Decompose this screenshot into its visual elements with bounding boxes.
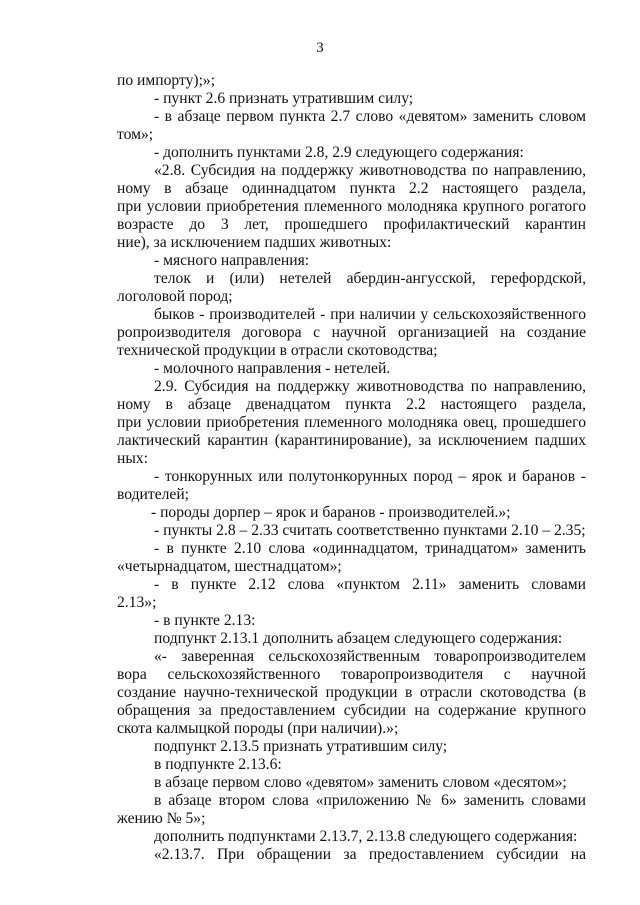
text-line: - породы дорпер – ярок и баранов - производителей.»; bbox=[151, 504, 511, 521]
text-line: создание научно-технической продукции в отрасли скотоводства (в bbox=[117, 684, 586, 701]
text-line: - в пункте 2.10 слова «одиннадцатом, тринадцатом» заменить bbox=[154, 540, 586, 557]
text-line: в абзаце первом слово «девятом» заменить словом «десятом»; bbox=[154, 774, 567, 791]
text-line: - тонкорунных или полутонкорунных пород – ярок и баранов - bbox=[154, 468, 586, 485]
text-line: «2.13.7. При обращении за предоставлением субсидии на bbox=[154, 846, 586, 863]
text-line: быков - производителей - при наличии у сельскохозяйственного bbox=[154, 306, 586, 323]
text-line: ропроизводителя договора с научной организацией на создание bbox=[117, 324, 586, 341]
text-line: в абзаце втором слова «приложению № 6» заменить словами bbox=[154, 792, 586, 809]
page-number: 3 bbox=[316, 40, 324, 56]
text-line: вора сельскохозяйственного товаропроизводителя с научной bbox=[117, 666, 586, 683]
text-line: 2.9. Субсидия на поддержку животноводства по направлению, bbox=[154, 378, 586, 395]
text-line: в подпункте 2.13.6: bbox=[154, 756, 282, 773]
text-line: - пункты 2.8 – 2.33 считать соответственно пунктами 2.10 – 2.35; bbox=[154, 522, 586, 539]
text-line: лактический карантин (карантинирование), за исключением падших bbox=[117, 432, 586, 449]
text-line: - мясного направления: bbox=[154, 252, 310, 269]
text-line: ных: bbox=[117, 450, 148, 467]
text-line: скота калмыцкой породы (при наличии).»; bbox=[117, 720, 399, 737]
text-line: ному в абзаце двенадцатом пункта 2.2 настоящего раздела, bbox=[117, 396, 586, 413]
text-line: водителей; bbox=[117, 486, 189, 503]
text-line: «2.8. Субсидия на поддержку животноводства по направлению, bbox=[154, 162, 586, 179]
text-line: - дополнить пунктами 2.8, 2.9 следующего содержания: bbox=[154, 144, 524, 161]
text-line: логоловой пород; bbox=[117, 288, 233, 305]
text-line: - молочного направления - нетелей. bbox=[154, 360, 391, 377]
text-line: - в пункте 2.13: bbox=[154, 612, 256, 629]
text-line: - в абзаце первом пункта 2.7 слово «девятом» заменить словом bbox=[154, 108, 586, 125]
text-line: - в пункте 2.12 слова «пунктом 2.11» заменить словами bbox=[154, 576, 586, 593]
text-line: по импорту);»; bbox=[117, 72, 216, 89]
text-line: жению № 5»; bbox=[117, 810, 206, 827]
text-line: «- заверенная сельскохозяйственным товаропроизводителем bbox=[154, 648, 586, 665]
text-line: дополнить подпунктами 2.13.7, 2.13.8 следующего содержания: bbox=[154, 828, 578, 845]
text-line: обращения за предоставлением субсидии на содержание крупного bbox=[117, 702, 586, 719]
text-line: ние), за исключением падших животных: bbox=[117, 234, 392, 251]
text-line: подпункт 2.13.1 дополнить абзацем следующего содержания: bbox=[154, 630, 563, 647]
text-line: при условии приобретения племенного молодняка овец, прошедшего bbox=[117, 414, 586, 431]
text-line: ному в абзаце одиннадцатом пункта 2.2 настоящего раздела, bbox=[117, 180, 586, 197]
text-line: технической продукции в отрасли скотоводства; bbox=[117, 342, 438, 359]
text-line: подпункт 2.13.5 признать утратившим силу; bbox=[154, 738, 448, 755]
text-line: том»; bbox=[117, 126, 154, 143]
text-line: телок и (или) нетелей абердин-ангусской, герефордской, bbox=[154, 270, 586, 287]
text-line: - пункт 2.6 признать утратившим силу; bbox=[154, 90, 414, 107]
text-line: возрасте до 3 лет, прошедшего профилактический карантин bbox=[117, 216, 586, 233]
text-line: 2.13»; bbox=[117, 594, 157, 611]
text-line: «четырнадцатом, шестнадцатом»; bbox=[117, 558, 342, 575]
text-line: при условии приобретения племенного молодняка крупного рогатого bbox=[117, 198, 586, 215]
